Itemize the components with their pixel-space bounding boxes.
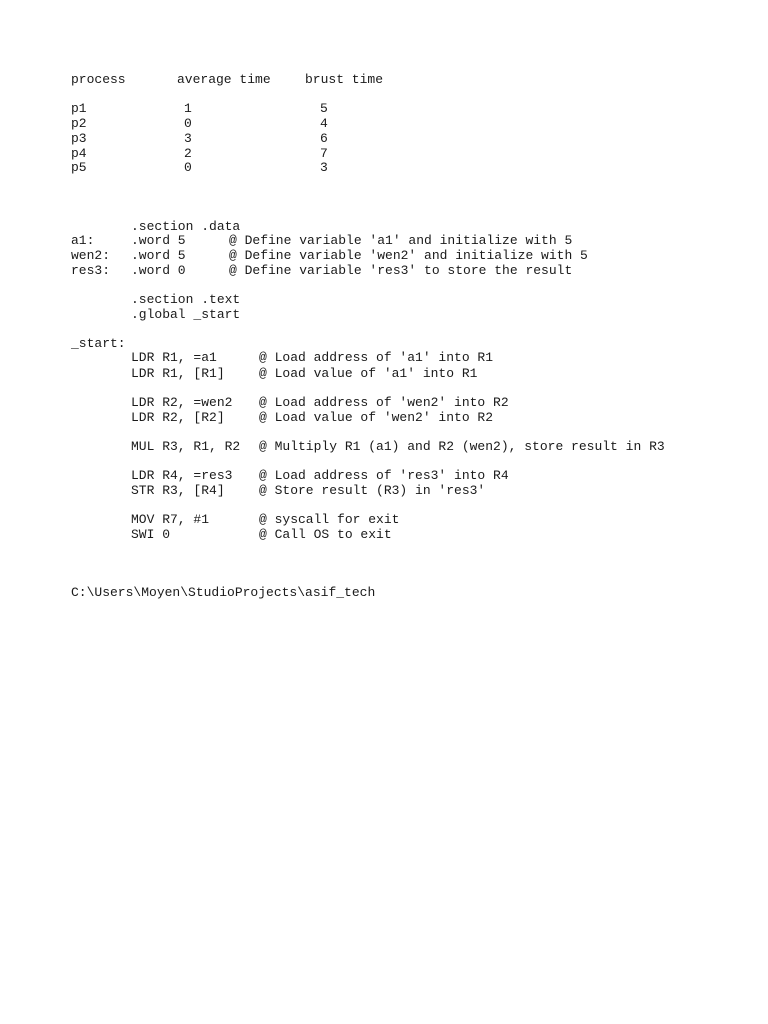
header-process: process xyxy=(71,72,126,87)
start-label: _start: xyxy=(71,336,126,351)
instruction: MOV R7, #1 xyxy=(131,512,210,527)
project-path: C:\Users\Moyen\StudioProjects\asif_tech xyxy=(71,585,376,600)
row-brust-time: 4 xyxy=(320,116,328,131)
var-label: a1: xyxy=(71,233,95,248)
var-directive: .word 5 xyxy=(131,248,186,263)
var-directive: .word 5 xyxy=(131,233,186,248)
row-brust-time: 5 xyxy=(320,101,328,116)
var-label: res3: xyxy=(71,263,111,278)
var-comment: @ Define variable 'res3' to store the result xyxy=(229,263,573,278)
row-average-time: 0 xyxy=(184,160,192,175)
row-brust-time: 7 xyxy=(320,146,328,161)
instruction: STR R3, [R4] xyxy=(131,483,225,498)
instruction-comment: @ Load address of 'res3' into R4 xyxy=(259,468,509,483)
header-brust-time: brust time xyxy=(305,72,384,87)
data-section-directive: .section .data xyxy=(131,219,241,234)
var-directive: .word 0 xyxy=(131,263,186,278)
instruction: LDR R1, =a1 xyxy=(131,350,217,365)
instruction: MUL R3, R1, R2 xyxy=(131,439,241,454)
global-directive: .global _start xyxy=(131,307,241,322)
text-section-directive: .section .text xyxy=(131,292,241,307)
instruction: SWI 0 xyxy=(131,527,171,542)
instruction-comment: @ syscall for exit xyxy=(259,512,400,527)
instruction: LDR R2, =wen2 xyxy=(131,395,233,410)
instruction-comment: @ Call OS to exit xyxy=(259,527,392,542)
var-label: wen2: xyxy=(71,248,111,263)
instruction: LDR R1, [R1] xyxy=(131,366,225,381)
instruction-comment: @ Store result (R3) in 'res3' xyxy=(259,483,486,498)
instruction-comment: @ Load address of 'wen2' into R2 xyxy=(259,395,509,410)
row-average-time: 2 xyxy=(184,146,192,161)
row-process: p3 xyxy=(71,131,87,146)
row-process: p2 xyxy=(71,116,87,131)
row-average-time: 3 xyxy=(184,131,192,146)
var-comment: @ Define variable 'a1' and initialize with 5 xyxy=(229,233,573,248)
row-average-time: 1 xyxy=(184,101,192,116)
row-brust-time: 3 xyxy=(320,160,328,175)
instruction: LDR R2, [R2] xyxy=(131,410,225,425)
row-process: p5 xyxy=(71,160,87,175)
header-average-time: average time xyxy=(177,72,271,87)
instruction: LDR R4, =res3 xyxy=(131,468,233,483)
row-process: p1 xyxy=(71,101,87,116)
instruction-comment: @ Load address of 'a1' into R1 xyxy=(259,350,494,365)
row-average-time: 0 xyxy=(184,116,192,131)
instruction-comment: @ Load value of 'wen2' into R2 xyxy=(259,410,494,425)
var-comment: @ Define variable 'wen2' and initialize with 5 xyxy=(229,248,588,263)
instruction-comment: @ Load value of 'a1' into R1 xyxy=(259,366,478,381)
row-process: p4 xyxy=(71,146,87,161)
row-brust-time: 6 xyxy=(320,131,328,146)
instruction-comment: @ Multiply R1 (a1) and R2 (wen2), store result in R3 xyxy=(259,439,665,454)
